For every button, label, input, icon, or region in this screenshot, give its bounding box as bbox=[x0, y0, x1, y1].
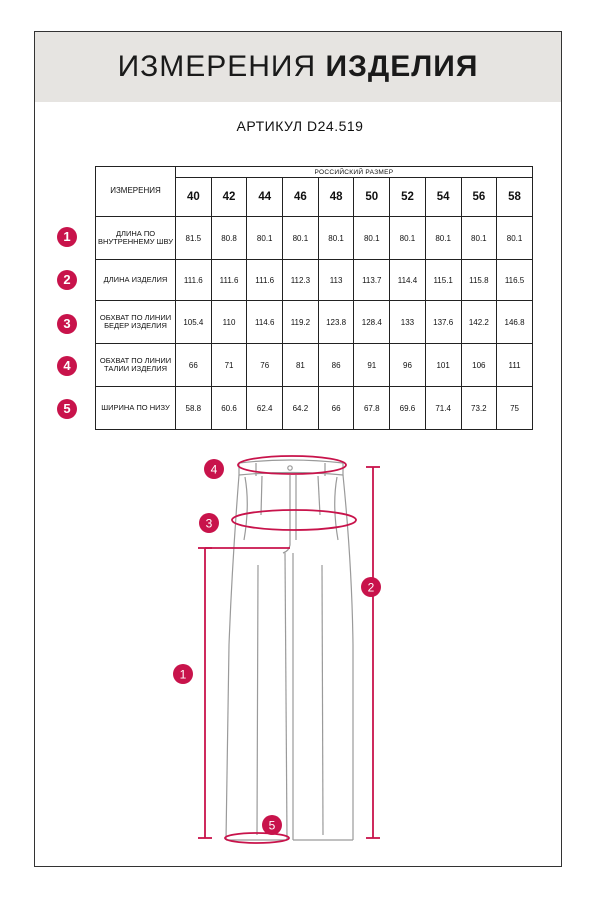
cell: 80.1 bbox=[390, 217, 426, 260]
cell: 115.8 bbox=[461, 260, 497, 301]
row-label: ОБХВАТ ПО ЛИНИИ БЕДЕР ИЗДЕЛИЯ bbox=[96, 301, 176, 344]
table-row bbox=[96, 260, 533, 301]
trousers-diagram bbox=[0, 445, 600, 855]
table-row bbox=[96, 301, 533, 344]
row-label: ШИРИНА ПО НИЗУ bbox=[96, 387, 176, 430]
cell: 112.3 bbox=[283, 260, 319, 301]
cell: 71 bbox=[211, 344, 247, 387]
cell: 123.8 bbox=[318, 301, 354, 344]
row-label: ДЛИНА ИЗДЕЛИЯ bbox=[96, 260, 176, 301]
title-bold: ИЗДЕЛИЯ bbox=[325, 50, 479, 83]
table-row bbox=[96, 344, 533, 387]
size-table bbox=[95, 166, 533, 430]
cell: 58.8 bbox=[176, 387, 212, 430]
cell: 128.4 bbox=[354, 301, 390, 344]
cell: 80.1 bbox=[497, 217, 533, 260]
cell: 146.8 bbox=[497, 301, 533, 344]
cell: 115.1 bbox=[425, 260, 461, 301]
cell: 80.1 bbox=[461, 217, 497, 260]
cell: 133 bbox=[390, 301, 426, 344]
article-number: АРТИКУЛ D24.519 bbox=[236, 118, 364, 134]
cell: 111.6 bbox=[247, 260, 283, 301]
row-number-badge: 5 bbox=[57, 399, 77, 419]
cell: 75 bbox=[497, 387, 533, 430]
cell: 80.1 bbox=[425, 217, 461, 260]
cell: 80.1 bbox=[283, 217, 319, 260]
marker-2 bbox=[361, 577, 381, 597]
cell: 142.2 bbox=[461, 301, 497, 344]
row-label: ДЛИНА ПО ВНУТРЕННЕМУ ШВУ bbox=[96, 217, 176, 260]
marker-3 bbox=[199, 513, 219, 533]
cell: 80.1 bbox=[318, 217, 354, 260]
marker-5 bbox=[262, 815, 282, 835]
cell: 111.6 bbox=[211, 260, 247, 301]
marker-1 bbox=[173, 664, 193, 684]
table-row bbox=[96, 217, 533, 260]
row-label: ОБХВАТ ПО ЛИНИИ ТАЛИИ ИЗДЕЛИЯ bbox=[96, 344, 176, 387]
cell: 111 bbox=[497, 344, 533, 387]
cell: 67.8 bbox=[354, 387, 390, 430]
cell: 80.1 bbox=[247, 217, 283, 260]
cell: 116.5 bbox=[497, 260, 533, 301]
cell: 111.6 bbox=[176, 260, 212, 301]
marker-label: 1 bbox=[179, 667, 187, 682]
cell: 81.5 bbox=[176, 217, 212, 260]
row-number-badge: 4 bbox=[57, 356, 77, 376]
corner-label: ИЗМЕРЕНИЯ bbox=[96, 167, 176, 217]
cell: 137.6 bbox=[425, 301, 461, 344]
size-header: 48 bbox=[318, 178, 354, 217]
cell: 69.6 bbox=[390, 387, 426, 430]
row-number-badge: 3 bbox=[57, 314, 77, 334]
cell: 113 bbox=[318, 260, 354, 301]
table-row bbox=[96, 387, 533, 430]
cell: 114.6 bbox=[247, 301, 283, 344]
row-number-badge: 2 bbox=[57, 270, 77, 290]
cell: 81 bbox=[283, 344, 319, 387]
size-caption: РОССИЙСКИЙ РАЗМЕР bbox=[176, 167, 533, 178]
cell: 73.2 bbox=[461, 387, 497, 430]
size-header: 42 bbox=[211, 178, 247, 217]
marker-label: 5 bbox=[268, 818, 276, 833]
marker-label: 4 bbox=[210, 462, 218, 477]
cell: 80.1 bbox=[354, 217, 390, 260]
cell: 106 bbox=[461, 344, 497, 387]
cell: 105.4 bbox=[176, 301, 212, 344]
row-number-badge: 1 bbox=[57, 227, 77, 247]
size-header: 46 bbox=[283, 178, 319, 217]
cell: 71.4 bbox=[425, 387, 461, 430]
size-header: 56 bbox=[461, 178, 497, 217]
size-header: 50 bbox=[354, 178, 390, 217]
cell: 114.4 bbox=[390, 260, 426, 301]
size-header: 44 bbox=[247, 178, 283, 217]
marker-label: 3 bbox=[205, 516, 213, 531]
cell: 101 bbox=[425, 344, 461, 387]
cell: 91 bbox=[354, 344, 390, 387]
cell: 64.2 bbox=[283, 387, 319, 430]
trousers-outline bbox=[226, 460, 353, 840]
size-header: 40 bbox=[176, 178, 212, 217]
title-light: ИЗМЕРЕНИЯ bbox=[117, 50, 317, 83]
marker-label: 2 bbox=[367, 580, 375, 595]
cell: 60.6 bbox=[211, 387, 247, 430]
size-header: 52 bbox=[390, 178, 426, 217]
size-header: 58 bbox=[497, 178, 533, 217]
cell: 80.8 bbox=[211, 217, 247, 260]
cell: 76 bbox=[247, 344, 283, 387]
cell: 86 bbox=[318, 344, 354, 387]
cell: 96 bbox=[390, 344, 426, 387]
cell: 113.7 bbox=[354, 260, 390, 301]
cell: 66 bbox=[176, 344, 212, 387]
page-title bbox=[35, 32, 561, 102]
size-header: 54 bbox=[425, 178, 461, 217]
cell: 62.4 bbox=[247, 387, 283, 430]
cell: 110 bbox=[211, 301, 247, 344]
cell: 66 bbox=[318, 387, 354, 430]
marker-4 bbox=[204, 459, 224, 479]
cell: 119.2 bbox=[283, 301, 319, 344]
